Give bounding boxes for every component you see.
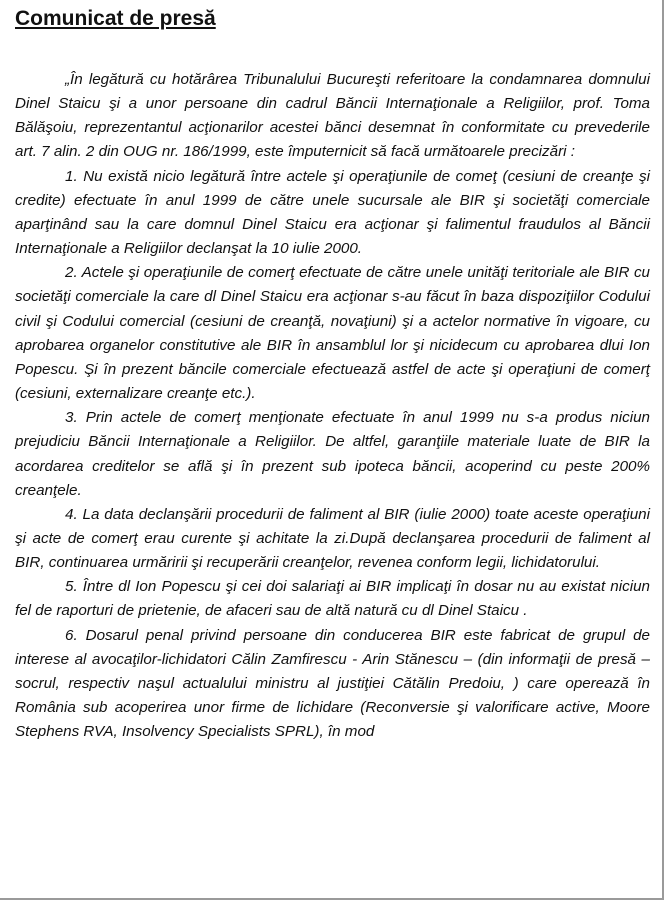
point-6-paragraph: 6. Dosarul penal privind persoane din conducerea BIR este fabricat de grupul de interese al avocaţilor-lichidatori Călin Zamfirescu - Arin Stănescu – (din informaţii de presă – socrul, respectiv naşul actualului ministru al justiţiei Cătălin Predoiu, ) care operează în România sub acoperirea unor firme de lichidare (Reconversie şi valorificare active, Moore Stephens RVA, Insolvency Specialists SPRL), în mod [15,626,650,741]
point-3-paragraph: 3. Prin actele de comerţ menţionate efectuate în anul 1999 nu s-a produs niciun prejudiciu Băncii Internaţionale a Religiilor. De altfel, garanţiile materiale luate de BIR la acordarea creditelor se află şi în prezent sub ipoteca băncii, acoperind cu peste 200% creanţele. [15,409,650,499]
intro-paragraph: „În legătură cu hotărârea Tribunalului Bucureşti referitoare la condamnarea domnului Dinel Staicu şi a unor persoane din cadrul Băncii Internaţionale a Religiilor, prof. Toma Bălăşoiu, reprezentantul acţionarilor acestei bănci desemnat în conformitate cu prevederile art. 7 alin. 2 din OUG nr. 186/1999, este împuternicit să facă următoarele precizări : [15,71,650,161]
point-4-paragraph: 4. La data declanşării procedurii de faliment al BIR (iulie 2000) toate aceste operaţiuni şi acte de comerţ erau curente şi achitate la zi.După declanşarea procedurii de faliment al BIR, continuarea urmăririi şi recuperării creanţelor, revenea conform legii, lichidatorului. [15,505,650,572]
point-5-paragraph: 5. Între dl Ion Popescu şi cei doi salariaţi ai BIR implicaţi în dosar nu au existat niciun fel de raporturi de prietenie, de afaceri sau de altă natură cu dl Dinel Staicu . [15,578,650,620]
page-title: Comunicat de presă [15,7,216,30]
point-2-paragraph: 2. Actele şi operaţiunile de comerţ efectuate de către unele unităţi teritoriale ale BIR cu societăţi comerciale la care dl Dinel Staicu era acţionar s-au făcut în baza dispoziţiilor Codului civil şi Codului comercial (cesiuni de creanţă, novaţiuni) şi a actelor normative în vigoare, cu aprobarea organelor constitutive ale BIR în ansamblul lor şi nicidecum cu aprobarea dlui Ion Popescu. Şi în prezent băncile comerciale efectuează astfel de acte şi operaţiuni de comerţ (cesiuni, externalizare creanţe etc.). [15,264,650,403]
document-body [15,68,650,744]
point-1-paragraph: 1. Nu există nicio legătură între actele şi operaţiunile de comeţ (cesiuni de creanţe şi credite) efectuate în anul 1999 de către unele sucursale ale BIR şi societăţi comerciale aparţinând sau la care domnul Dinel Staicu era acţionar şi falimentul fraudulos al Băncii Internaţionale a Religiilor declanşat la 10 iulie 2000. [15,167,650,258]
